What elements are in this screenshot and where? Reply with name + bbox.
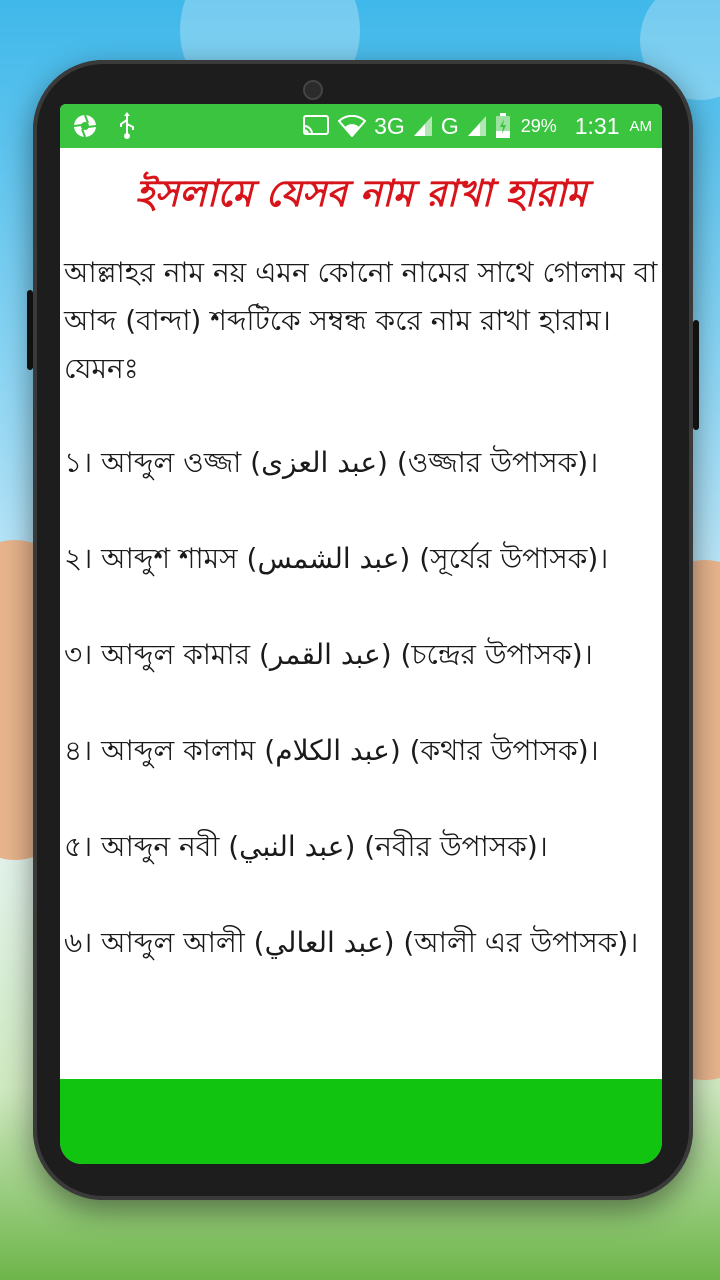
- battery-icon: [495, 113, 511, 139]
- wifi-icon: [338, 115, 366, 137]
- battery-percent: 29%: [520, 115, 557, 136]
- list-item: ৩। আব্দুল কামার (عبد القمر) (চন্দ্রের উপাসক)।: [64, 638, 593, 671]
- status-bar: [60, 104, 662, 148]
- list-item: ২। আব্দুশ শামস (عبد الشمس) (সূর্যের উপাসক)।: [64, 542, 609, 575]
- article-body: [64, 249, 658, 967]
- usb-icon: [118, 112, 136, 140]
- signal-icon: [413, 115, 433, 137]
- cast-icon: [302, 114, 330, 138]
- front-camera: [303, 80, 323, 100]
- clock-ampm: AM: [629, 117, 652, 135]
- list-item: ৫। আব্দুন নবী (عبد النبي) (নবীর উপাসক)।: [64, 830, 548, 863]
- network-type-g: G: [440, 112, 459, 139]
- network-type-3g: 3G: [374, 112, 405, 139]
- intro-paragraph: আল্লাহর নাম নয় এমন কোনো নামের সাথে গোলাম বা আব্দ (বান্দা) শব্দটিকে সম্বন্ধ করে নাম রাখা হারাম। যেমনঃ: [64, 256, 658, 385]
- list-item: ১। আব্দুল ওজ্জা (عبد العزى) (ওজ্জার উপাসক)।: [64, 446, 599, 479]
- aperture-icon: [72, 113, 98, 139]
- power-button: [693, 320, 699, 430]
- list-item: ৪। আব্দুল কালাম (عبد الكلام) (কথার উপাসক)।: [64, 734, 599, 767]
- page-title: ইসলামে যেসব নাম রাখা হারাম: [135, 172, 587, 215]
- bottom-banner[interactable]: [60, 1079, 662, 1164]
- clock-time: 1:31: [574, 112, 620, 139]
- volume-button: [27, 290, 33, 370]
- list-item: ৬। আব্দুল আলী (عبد العالي) (আলী এর উপাসক)।: [64, 926, 639, 959]
- signal-icon: [467, 115, 487, 137]
- phone-screen: [60, 104, 662, 1164]
